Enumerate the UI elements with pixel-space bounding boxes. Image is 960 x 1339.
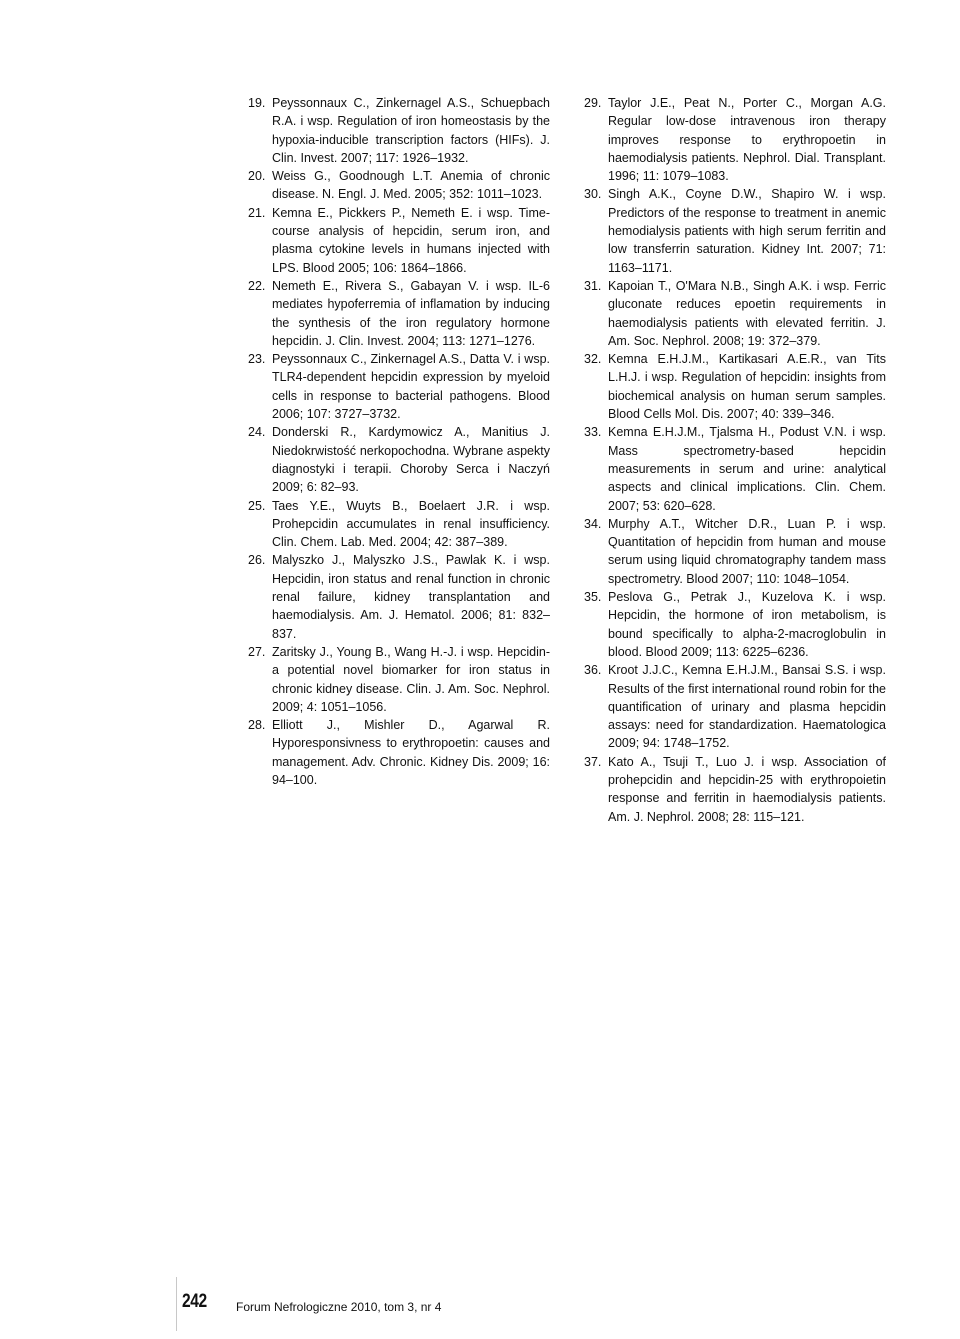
reference-number: 30. — [584, 187, 602, 202]
references-column-right — [584, 94, 886, 826]
reference-item — [248, 497, 550, 552]
reference-text: Peyssonnaux C., Zinkernagel A.S., Datta V. i wsp. TLR4-dependent hepcidin expression by myeloid cells in response to bacterial pathogens. Blood 2006; 107: 3727–3732. — [272, 352, 550, 422]
reference-text: Kapoian T., O'Mara N.B., Singh A.K. i wsp. Ferric gluconate reduces epoetin requirements in haemodialysis patients with elevated ferritin. J. Am. Soc. Nephrol. 2008; 19: 372–379. — [608, 278, 886, 348]
reference-number: 20. — [248, 169, 266, 184]
reference-text: Weiss G., Goodnough L.T. Anemia of chronic disease. N. Engl. J. Med. 2005; 352: 1011–1023. — [272, 169, 550, 202]
reference-text: Taylor J.E., Peat N., Porter C., Morgan A.G. Regular low-dose intravenous iron therapy improves response to erythropoetin in haemodialysis patients. Nephrol. Dial. Transplant. 1996; 11: 1079–1083. — [608, 96, 886, 184]
reference-number: 27. — [248, 644, 266, 659]
reference-text: Nemeth E., Rivera S., Gabayan V. i wsp. IL-6 mediates hypoferremia of inflamation by inducing the synthesis of the iron regulatory hormone hepcidin. J. Clin. Invest. 2004; 113: 1271–1276. — [272, 278, 550, 348]
reference-item — [584, 185, 886, 276]
reference-item — [248, 277, 550, 350]
reference-number: 31. — [584, 278, 602, 293]
reference-text: Kato A., Tsuji T., Luo J. i wsp. Association of prohepcidin and hepcidin-25 with erythropoietin response and ferritin in haemodialysis patients. Am. J. Nephrol. 2008; 28: 115–121. — [608, 754, 886, 824]
reference-number: 22. — [248, 278, 266, 293]
reference-number: 34. — [584, 516, 602, 531]
reference-text: Peyssonnaux C., Zinkernagel A.S., Schuepbach R.A. i wsp. Regulation of iron homeostasis by the hypoxia-inducible transcription factors (HIFs). J. Clin. Invest. 2007; 117: 1926–1932. — [272, 96, 550, 165]
reference-item — [584, 350, 886, 423]
reference-number: 35. — [584, 590, 602, 605]
journal-citation: Forum Nefrologiczne 2010, tom 3, nr 4 — [236, 1300, 442, 1314]
reference-item — [584, 588, 886, 661]
reference-item — [248, 204, 550, 277]
references-column-left — [248, 94, 550, 789]
reference-number: 33. — [584, 425, 602, 440]
reference-item — [248, 167, 550, 204]
page-number: 242 — [182, 1291, 207, 1312]
reference-number: 23. — [248, 352, 266, 367]
reference-item — [584, 515, 886, 588]
reference-text: Kroot J.J.C., Kemna E.H.J.M., Bansai S.S. i wsp. Results of the first international round robin for the quantification of urinary and plasma hepcidin assays: need for standardization. Haematologica 2009; 94: 1748–1752. — [608, 663, 886, 751]
reference-number: 32. — [584, 352, 602, 367]
reference-item — [248, 94, 550, 167]
reference-item — [584, 423, 886, 514]
reference-item — [584, 753, 886, 826]
reference-number: 36. — [584, 663, 602, 678]
reference-number: 26. — [248, 553, 266, 568]
reference-text: Malyszko J., Malyszko J.S., Pawlak K. i wsp. Hepcidin, iron status and renal function in chronic renal failure, kidney transplantation and haemodialysis. Am. J. Hematol. 2006; 81: 832–837. — [272, 553, 550, 641]
reference-text: Elliott J., Mishler D., Agarwal R. Hyporesponsivness to erythropoetin: causes and management. Adv. Chronic. Kidney Dis. 2009; 16: 94–100. — [272, 718, 550, 787]
reference-text: Singh A.K., Coyne D.W., Shapiro W. i wsp. Predictors of the response to treatment in anemic hemodialysis patients with high serum ferritin and low transferrin saturation. Kidney Int. 2007; 71: 1163–1171. — [608, 187, 886, 275]
reference-item — [248, 643, 550, 716]
reference-text: Kemna E., Pickkers P., Nemeth E. i wsp. Time-course analysis of hepcidin, serum iron, and plasma cytokine levels in humans injected with LPS. Blood 2005; 106: 1864–1866. — [272, 205, 550, 275]
reference-text: Murphy A.T., Witcher D.R., Luan P. i wsp. Quantitation of hepcidin from human and mouse serum using liquid chromatography tandem mass spectrometry. Blood 2007; 110: 1048–1054. — [608, 516, 886, 586]
reference-item — [584, 94, 886, 185]
reference-number: 28. — [248, 718, 266, 733]
reference-text: Donderski R., Kardymowicz A., Manitius J. Niedokrwistość nerkopochodna. Wybrane aspekty diagnostyki i terapii. Choroby Serca i Naczyń 2009; 6: 82–93. — [272, 425, 550, 495]
reference-number: 37. — [584, 754, 602, 769]
reference-text: Taes Y.E., Wuyts B., Boelaert J.R. i wsp. Prohepcidin accumulates in renal insufficiency. Clin. Chem. Lab. Med. 2004; 42: 387–389. — [272, 498, 550, 550]
reference-number: 24. — [248, 425, 266, 440]
reference-item — [248, 423, 550, 496]
reference-number: 19. — [248, 96, 266, 110]
reference-item — [248, 716, 550, 789]
reference-number: 21. — [248, 205, 266, 220]
reference-text: Kemna E.H.J.M., Tjalsma H., Podust V.N. i wsp. Mass spectrometry-based hepcidin measurements in serum and urine: analytical aspects and clinical implications. Clin. Chem. 2007; 53: 620–628. — [608, 425, 886, 513]
reference-text: Zaritsky J., Young B., Wang H.-J. i wsp. Hepcidin-a potential novel biomarker for iron status in chronic kidney disease. Clin. J. Am. Soc. Nephrol. 2009; 4: 1051–1056. — [272, 644, 550, 714]
reference-number: 29. — [584, 96, 602, 110]
reference-text: Peslova G., Petrak J., Kuzelova K. i wsp. Hepcidin, the hormone of iron metabolism, is bound specifically to alpha-2-macroglobulin in blood. Blood 2009; 113: 6225–6236. — [608, 590, 886, 659]
reference-text: Kemna E.H.J.M., Kartikasari A.E.R., van Tits L.H.J. i wsp. Regulation of hepcidin: insights from biochemical analysis on human serum samples. Blood Cells Mol. Dis. 2007; 40: 339–346. — [608, 352, 886, 422]
reference-item — [584, 277, 886, 350]
reference-item — [248, 350, 550, 423]
reference-item — [248, 551, 550, 642]
reference-item — [584, 661, 886, 752]
reference-number: 25. — [248, 498, 266, 513]
